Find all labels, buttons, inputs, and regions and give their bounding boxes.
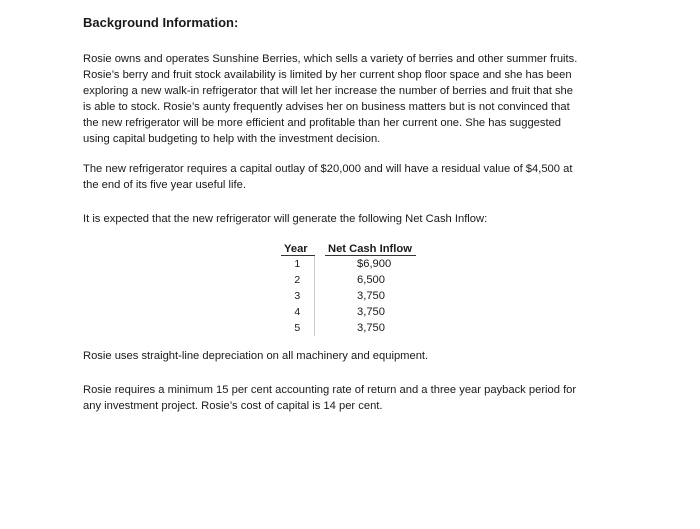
- table-row: [281, 272, 416, 288]
- inflow-cell: 3,750: [357, 306, 385, 318]
- spacer-cell: [314, 272, 325, 288]
- paragraph-depreciation: [83, 348, 628, 364]
- paragraph-capital-outlay: [83, 161, 628, 193]
- table-row: [281, 320, 416, 336]
- year-cell: 5: [281, 320, 314, 336]
- text-line: using capital budgeting to help with the investment decision.: [83, 133, 381, 146]
- column-header-net-cash-inflow: Net Cash Inflow: [325, 238, 416, 256]
- net-cash-inflow-table: [281, 238, 416, 336]
- table-row: [281, 256, 416, 273]
- text-line: Rosie’s berry and fruit stock availability is limited by her current shop floor space and she has been: [83, 69, 572, 82]
- inflow-cell: 3,750: [357, 322, 385, 334]
- text-line: the new refrigerator will be more efficient and profitable than her current one. She has suggested: [83, 117, 562, 130]
- text-line: is able to stock. Rosie’s aunty frequently advises her on business matters but is not convinced that: [83, 101, 570, 114]
- year-cell: 4: [281, 304, 314, 320]
- table-header-row: [281, 238, 416, 256]
- inflow-cell: 3,750: [357, 290, 385, 302]
- table-row: [281, 304, 416, 320]
- text-line: Rosie requires a minimum 15 per cent accounting rate of return and a three year payback period for: [83, 384, 577, 396]
- inflow-cell: $6,900: [357, 258, 392, 270]
- text-line: Rosie owns and operates Sunshine Berries, which sells a variety of berries and other summer fruits.: [83, 53, 578, 65]
- text-line: Rosie uses straight-line depreciation on all machinery and equipment.: [83, 350, 429, 362]
- year-cell: 2: [281, 272, 314, 288]
- text-line: any investment project. Rosie’s cost of capital is 14 per cent.: [83, 400, 383, 413]
- spacer-cell: [314, 304, 325, 320]
- table-row: [281, 288, 416, 304]
- spacer-cell: [314, 320, 325, 336]
- paragraph-investment-criteria: [83, 382, 628, 414]
- text-line: The new refrigerator requires a capital outlay of $20,000 and will have a residual value of $4,500 at: [83, 163, 573, 175]
- inflow-cell: 6,500: [357, 274, 385, 286]
- paragraph-table-intro: [83, 211, 628, 227]
- spacer-cell: [314, 256, 325, 273]
- text-line: exploring a new walk-in refrigerator that will let her increase the number of berries and fruit that she: [83, 85, 574, 98]
- column-separator: [314, 238, 325, 256]
- column-header-year: Year: [281, 238, 314, 256]
- paragraph-business-background: [83, 51, 628, 148]
- spacer-cell: [314, 288, 325, 304]
- text-line: It is expected that the new refrigerator will generate the following Net Cash Inflow:: [83, 213, 488, 225]
- text-line: the end of its five year useful life.: [83, 179, 246, 192]
- year-cell: 1: [281, 256, 314, 273]
- year-cell: 3: [281, 288, 314, 304]
- section-heading: Background Information:: [83, 15, 239, 30]
